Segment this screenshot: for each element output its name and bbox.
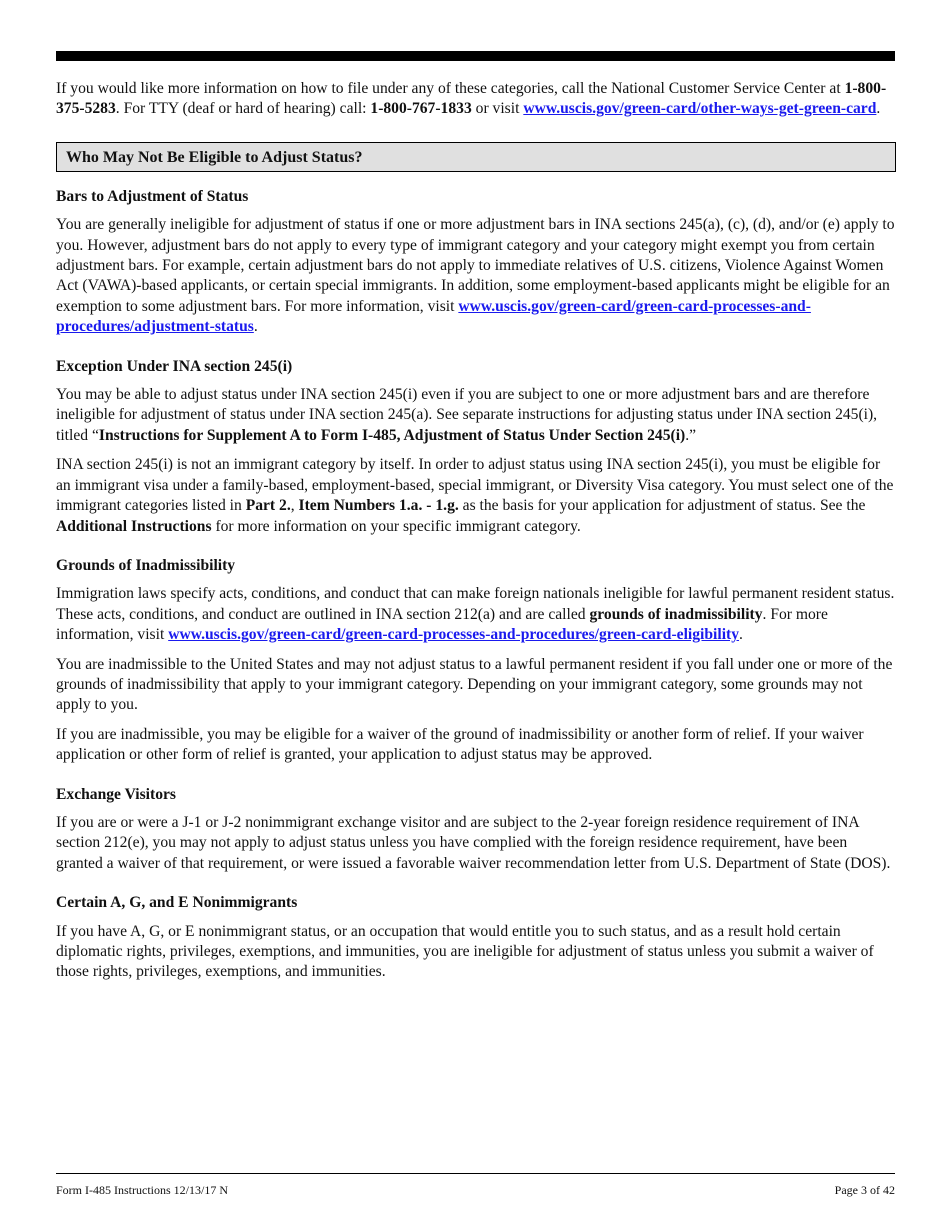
age-paragraph: If you have A, G, or E nonimmigrant status, or an occupation that would entitle you to such status, and as a result hold certain diplomatic rights, privileges, exemptions, and immunities, you are ineligible for adjustment of status unless you submit a waiver of those rights, privileges, exemptions, and immunities.	[56, 922, 874, 981]
bars-heading: Bars to Adjustment of Status	[56, 187, 249, 205]
exception-heading: Exception Under INA section 245(i)	[56, 357, 293, 375]
exception-p2-a: INA section 245(i) is not an immigrant category by itself. In order to adjust status using INA section 245(i), you must be eligible for an immigrant visa under a family-based, employment-based, special immigrant, or Diversity Visa category. You must select one of the immigrant categories listed in	[56, 456, 894, 515]
section-title: Who May Not Be Eligible to Adjust Status?	[66, 148, 363, 166]
ncsc-phone: 1-800-375-5283	[56, 80, 887, 118]
age-heading: Certain A, G, and E Nonimmigrants	[56, 894, 298, 912]
exception-p1-text: You may be able to adjust status under INA section 245(i) even if you are subject to one or more adjustment bars and are therefore ineligible for adjustment of status under INA section 245(a). See separate instructions for adjusting status under INA section 245(i), titled “	[56, 386, 878, 444]
top-rule	[56, 51, 895, 61]
grounds-heading: Grounds of Inadmissibility	[56, 556, 236, 574]
grounds-p1-a: Immigration laws specify acts, conditions, and conduct that can make foreign nationals ineligible for lawful permanent resident status. These acts, conditions, and conduct are outlined in INA section 212(a) and are called	[56, 585, 895, 623]
intro-paragraph	[56, 79, 896, 120]
grounds-p1-end: .	[739, 626, 743, 644]
exception-p2-d: for more information on your specific immigrant category.	[211, 517, 581, 535]
exception-paragraph-2	[56, 455, 896, 537]
adjustment-status-link[interactable]: www.uscis.gov/green-card/green-card-processes-and-procedures/adjustment-status	[56, 297, 811, 336]
exchange-paragraph: If you are or were a J-1 or J-2 nonimmigrant exchange visitor and are subject to the 2-year foreign residence requirement of INA section 212(e), you may not apply to adjust status unless you have complied with the foreign residence requirement, have been granted a waiver of that requirement, or were issued a favorable waiver recommendation letter from U.S. Department of State (DOS).	[56, 813, 891, 872]
exception-p2-c: as the basis for your application for adjustment of status. See the	[458, 497, 866, 515]
grounds-paragraph-1	[56, 584, 896, 645]
exception-p2-b: ,	[290, 497, 299, 515]
tty-phone: 1-800-767-1833	[370, 100, 472, 118]
additional-instructions-ref: Additional Instructions	[56, 517, 212, 535]
item-numbers-ref: Item Numbers 1.a. - 1.g.	[298, 497, 459, 515]
exchange-heading: Exchange Visitors	[56, 785, 176, 803]
form-id: Form I-485 Instructions 12/13/17 N	[56, 1183, 228, 1197]
section-header-box	[56, 142, 896, 172]
document-body	[56, 79, 896, 992]
intro-visit: or visit	[471, 100, 524, 118]
bars-paragraph	[56, 215, 896, 337]
exception-paragraph-1	[56, 385, 896, 446]
bars-text: You are generally ineligible for adjustment of status if one or more adjustment bars in INA sections 245(a), (c), (d), and/or (e) apply to you. However, adjustment bars do not apply to every type of immigrant category and your category might exempt you from certain adjustment bars. For example, certain adjustment bars do not apply to immediate relatives of U.S. citizens, Violence Against Women Act (VAWA)-based applicants, or certain special immigrants. In addition, some employment-based applicants might be eligible for an exemption to some adjustment bars. For more information, visit	[56, 216, 895, 315]
page-number: Page 3 of 42	[834, 1183, 895, 1197]
grounds-paragraph-2: You are inadmissible to the United States and may not adjust status to a lawful permanent resident if you fall under one or more of the grounds of inadmissibility that apply to your immigrant category. Depending on your immigrant category, some grounds may not apply to you.	[56, 655, 893, 714]
supplement-a-title: Instructions for Supplement A to Form I-485, Adjustment of Status Under Section 245(i)	[98, 426, 686, 444]
exception-p1-end: .”	[685, 426, 697, 444]
other-ways-link[interactable]: www.uscis.gov/green-card/other-ways-get-green-card	[523, 100, 877, 118]
green-card-eligibility-link[interactable]: www.uscis.gov/green-card/green-card-processes-and-procedures/green-card-eligibility	[168, 626, 740, 644]
intro-mid: . For TTY (deaf or hard of hearing) call:	[115, 100, 371, 118]
intro-pre: If you would like more information on how to file under any of these categories, call the National Customer Service Center at	[56, 80, 845, 97]
bars-end: .	[253, 318, 258, 336]
part-2-ref: Part 2.	[245, 497, 291, 515]
grounds-term: grounds of inadmissibility	[589, 605, 763, 623]
footer-rule	[56, 1173, 895, 1174]
grounds-paragraph-3: If you are inadmissible, you may be eligible for a waiver of the ground of inadmissibility or another form of relief. If your waiver application or other form of relief is granted, your application to adjust status may be approved.	[56, 725, 864, 764]
grounds-p1-b: . For more information, visit	[56, 605, 828, 644]
intro-end: .	[876, 100, 881, 118]
